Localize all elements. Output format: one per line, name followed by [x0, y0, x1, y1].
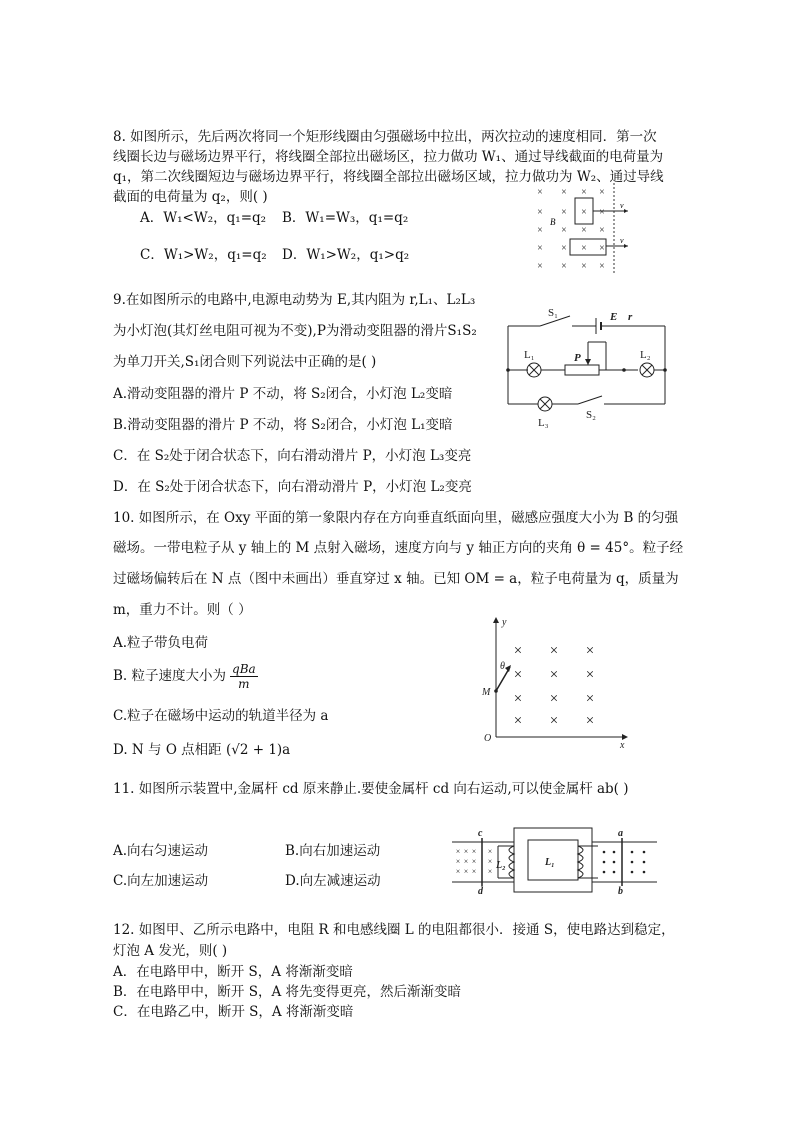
q10-figure	[478, 615, 638, 750]
q12-option-c: C．在电路乙中，断开 S，A 将渐渐变暗	[113, 1004, 354, 1020]
rod-d-label: d	[478, 886, 483, 894]
svg-text:×: ×	[471, 847, 477, 856]
q11-option-c: C.向左加速运动	[113, 873, 209, 889]
field-mark: ×	[599, 225, 605, 236]
q11-option-a: A.向右匀速运动	[113, 843, 209, 859]
q8-stem-line-1: 8. 如图所示，先后两次将同一个矩形线圈由匀强磁场中拉出，两次拉动的速度相同．第一次	[113, 129, 657, 145]
coil-l2-label: L₂	[496, 860, 506, 871]
field-mark: ×	[549, 691, 559, 707]
field-mark: ×	[561, 187, 567, 198]
coil-l1-label: L₁	[545, 857, 555, 868]
field-mark: ×	[537, 225, 543, 236]
axis-x-label: x	[620, 740, 625, 750]
svg-text:×: ×	[455, 847, 461, 856]
field-mark: ×	[581, 225, 587, 236]
svg-text:×: ×	[487, 857, 493, 866]
field-mark: ×	[561, 261, 567, 272]
svg-text:×: ×	[463, 847, 469, 856]
field-mark: ×	[599, 243, 605, 254]
fraction-denominator: m	[238, 677, 250, 691]
field-mark: ×	[549, 667, 559, 683]
q10-option-b	[113, 662, 258, 691]
label-p: P	[574, 352, 581, 364]
svg-text:×: ×	[455, 867, 461, 876]
q10-option-a: A.粒子带负电荷	[113, 635, 209, 651]
label-s2: S₂	[586, 409, 596, 421]
q10-option-c: C.粒子在磁场中运动的轨道半径为 a	[113, 708, 329, 724]
q10-option-d: D. N 与 O 点相距 (√2 + 1)a	[113, 742, 291, 758]
svg-text:×: ×	[463, 857, 469, 866]
field-mark: ×	[585, 713, 595, 729]
label-e: E	[610, 311, 618, 323]
svg-text:×: ×	[455, 857, 461, 866]
fraction-numerator: qBa	[232, 662, 256, 676]
field-mark: ×	[581, 187, 587, 198]
q10-option-b-text: B. 粒子速度大小为	[113, 668, 227, 684]
field-mark: ×	[513, 643, 523, 659]
q10-stem-line-3: 过磁场偏转后在 N 点（图中未画出）垂直穿过 x 轴。已知 OM = a，粒子电荷量为 q，质量为	[113, 571, 679, 587]
q9-stem-line-3: 为单刀开关,S₁闭合则下列说法中正确的是( )	[113, 354, 377, 370]
field-mark: ×	[513, 667, 523, 683]
point-m-label: M	[482, 687, 491, 698]
field-mark: ×	[561, 225, 567, 236]
svg-text:×: ×	[487, 867, 493, 876]
field-mark: ×	[561, 243, 567, 254]
label-s1: S₁	[548, 307, 558, 319]
field-mark: ×	[549, 713, 559, 729]
q8-stem-line-2: 线圈长边与磁场边界平行，将线圈全部拉出磁场区，拉力做功 W₁、通过导线截面的电荷量为	[113, 149, 664, 165]
q11-stem: 11. 如图所示装置中,金属杆 cd 原来静止.要使金属杆 cd 向右运动,可以使金属杆 ab( )	[113, 781, 629, 797]
field-mark: ×	[599, 187, 605, 198]
field-mark: ×	[585, 691, 595, 707]
field-mark: ×	[585, 643, 595, 659]
field-mark: ×	[581, 207, 587, 218]
q12-option-a: A．在电路甲中，断开 S，A 将渐渐变暗	[113, 964, 353, 980]
q12-stem-line-2: 灯泡 A 发光，则( )	[113, 943, 228, 959]
q12-stem-line-1: 12. 如图甲、乙所示电路中，电阻 R 和电感线圈 L 的电阻都很小．接通 S，使电路达到稳定，	[113, 922, 675, 938]
svg-text:×: ×	[463, 867, 469, 876]
q11-figure	[452, 824, 662, 894]
rod-a-label: a	[618, 828, 623, 839]
velocity-label: v	[620, 201, 624, 210]
origin-label: O	[484, 733, 492, 744]
field-mark: ×	[599, 207, 605, 218]
q11-option-b: B.向右加速运动	[285, 843, 381, 859]
svg-text:×: ×	[487, 847, 493, 856]
svg-text:×: ×	[471, 867, 477, 876]
q9-option-c: C．在 S₂处于闭合状态下，向右滑动滑片 P，小灯泡 L₃变亮	[113, 448, 472, 464]
q8-stem-line-4: 截面的电荷量为 q₂，则( )	[113, 189, 268, 205]
label-l1: L₁	[524, 349, 535, 361]
field-mark: ×	[537, 207, 543, 218]
field-mark: ×	[581, 243, 587, 254]
rod-c-label: c	[478, 828, 483, 839]
field-mark: ×	[581, 261, 587, 272]
field-mark: ×	[537, 187, 543, 198]
q10-stem-line-1: 10. 如图所示，在 Oxy 平面的第一象限内存在方向垂直纸面向里，磁感应强度大小为 B 的匀强	[113, 510, 679, 526]
angle-theta-label: θ	[500, 661, 505, 672]
velocity-label: v	[620, 236, 624, 245]
q10-stem-line-2: 磁场。一带电粒子从 y 轴上的 M 点射入磁场，速度方向与 y 轴正方向的夹角 θ = 45°。粒子经	[113, 540, 684, 556]
field-mark: ×	[561, 207, 567, 218]
q8-option-c: C．W₁>W₂，q₁=q₂	[140, 247, 267, 263]
q9-stem-line-1: 9.在如图所示的电路中,电源电动势为 E,其内阻为 r,L₁、L₂L₃	[113, 292, 476, 308]
field-mark: ×	[513, 713, 523, 729]
q8-figure	[530, 183, 640, 273]
rod-b-label: b	[618, 886, 623, 894]
field-mark: ×	[585, 667, 595, 683]
q9-option-d: D．在 S₂处于闭合状态下，向右滑动滑片 P，小灯泡 L₂变亮	[113, 479, 472, 495]
q9-circuit-figure	[500, 300, 680, 435]
q8-option-a: A．W₁<W₂，q₁=q₂	[140, 210, 267, 226]
q9-option-a: A.滑动变阻器的滑片 P 不动，将 S₂闭合，小灯泡 L₂变暗	[113, 386, 453, 402]
field-mark: ×	[549, 643, 559, 659]
q10-option-b-fraction	[230, 662, 258, 691]
q10-stem-line-4: m，重力不计。则（ ）	[113, 602, 252, 618]
q11-option-d: D.向左减速运动	[285, 873, 381, 889]
field-mark: ×	[537, 243, 543, 254]
field-mark: ×	[537, 261, 543, 272]
field-mark: ×	[599, 261, 605, 272]
field-label: B	[550, 217, 556, 227]
axis-y-label: y	[502, 617, 507, 628]
q8-stem-line-3: q₁，第二次线圈短边与磁场边界平行，将线圈全部拉出磁场区域，拉力做功为 W₂、通过导线	[113, 169, 664, 185]
field-mark: ×	[513, 691, 523, 707]
q12-option-b: B．在电路甲中，断开 S，A 将先变得更亮，然后渐渐变暗	[113, 984, 462, 1000]
svg-text:×: ×	[471, 857, 477, 866]
q8-option-b: B．W₁=W₃，q₁=q₂	[282, 210, 409, 226]
label-r: r	[628, 311, 633, 323]
q9-stem-line-2: 为小灯泡(其灯丝电阻可视为不变),P为滑动变阻器的滑片S₁S₂	[113, 323, 477, 339]
label-l3: L₃	[538, 417, 549, 429]
q8-option-d: D．W₁>W₂，q₁>q₂	[282, 247, 410, 263]
q9-option-b: B.滑动变阻器的滑片 P 不动，将 S₂闭合，小灯泡 L₁变暗	[113, 417, 453, 433]
label-l2: L₂	[640, 349, 651, 361]
